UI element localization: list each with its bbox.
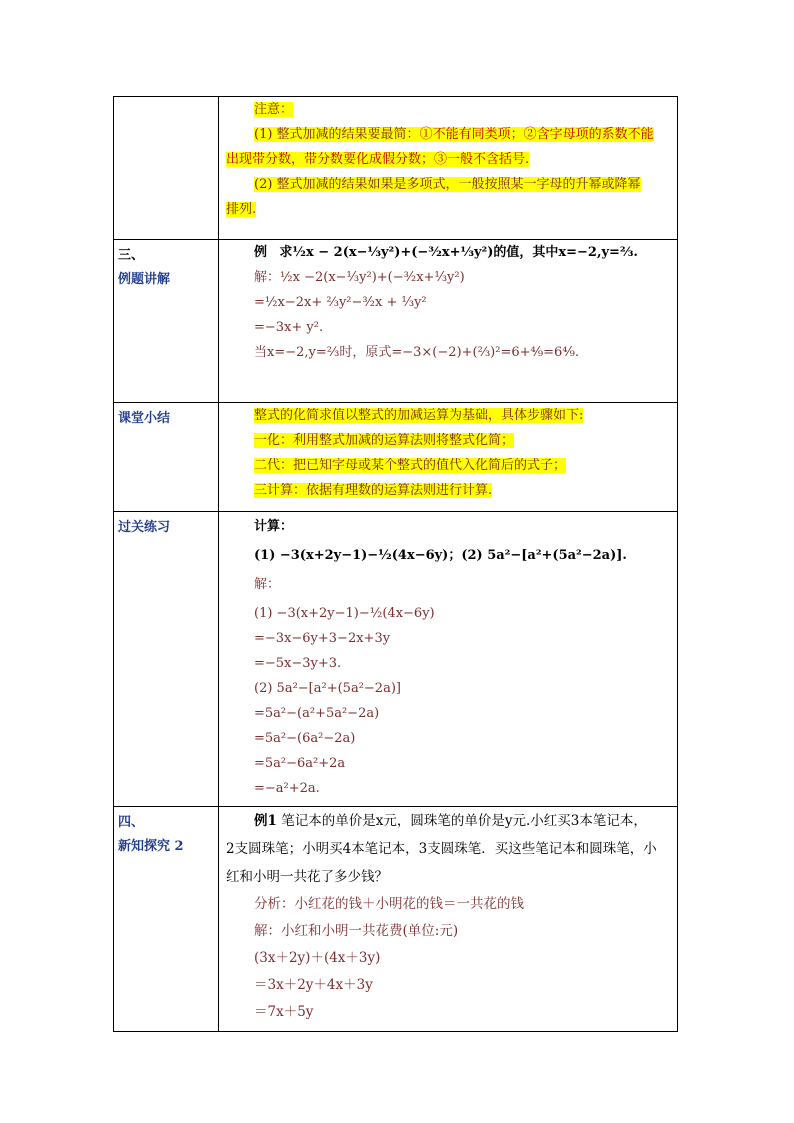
notes-row xyxy=(114,97,678,240)
practice-s4: (2) 5a²−[a²+(5a²−2a)] xyxy=(254,681,401,696)
explore-analysis: 分析：小红花的钱＋小明花的钱＝一共花的钱 xyxy=(254,896,524,912)
examples-cell xyxy=(219,240,678,403)
explore-label: 新知探究 2 xyxy=(118,839,184,854)
explore-cell xyxy=(219,807,678,1032)
explore-solve: 解：小红和小明一共花费(单位:元) xyxy=(254,923,459,939)
example-question: 求½x − 2(x−⅓y²)+(−³⁄₂x+⅓y²)的值，其中x=−2,y=⅔. xyxy=(279,245,638,260)
note-p2a: (2) 整式加减的结果如果是多项式，一般按照某一字母的升幂或降幂 xyxy=(254,177,641,192)
practice-row xyxy=(114,512,678,807)
practice-solve-label: 解： xyxy=(254,577,281,592)
example-line3: =−3x+ y². xyxy=(254,320,324,335)
practice-s7: =5a²−6a²+2a xyxy=(254,756,346,771)
note-p2b: 排列. xyxy=(226,202,257,217)
explore-intro: 例1 xyxy=(254,813,277,829)
practice-label-cell xyxy=(114,512,219,807)
example-line2: =½x−2x+ ⅔y²−³⁄₂x + ⅓y² xyxy=(254,295,427,310)
practice-s8: =−a²+2a. xyxy=(254,781,320,796)
explore-label-num: 四、 xyxy=(118,815,145,830)
practice-problem: (1) −3(x+2y−1)−½(4x−6y)；(2) 5a²−[a²+(5a²−2a)]. xyxy=(254,548,627,563)
example-intro: 例 xyxy=(254,245,268,260)
example-line4: 当x=−2,y=⅔时，原式=−3×(−2)+(⅔)²=6+⁴⁄₉=6⁴⁄₉. xyxy=(254,345,580,360)
explore-e3: ＝7x＋5y xyxy=(254,1004,314,1020)
summary-l2: 一化：利用整式加减的运算法则将整式化简； xyxy=(254,433,515,448)
note-p1b: ①不能有同类项；②含字母项的系数不能 xyxy=(419,127,654,142)
note-p1a: (1) 整式加减的结果要最简： xyxy=(254,127,420,142)
practice-title: 计算： xyxy=(254,519,294,534)
practice-s5: =5a²−(a²+5a²−2a) xyxy=(254,706,380,721)
example-solve-label: 解： xyxy=(254,270,281,285)
examples-row xyxy=(114,240,678,403)
practice-s1: (1) −3(x+2y−1)−½(4x−6y) xyxy=(254,606,435,621)
explore-q2: 2支圆珠笔；小明买4本笔记本，3支圆珠笔．买这些笔记本和圆珠笔，小 xyxy=(226,841,657,857)
example-line1: ½x −2(x−⅓y²)+(−³⁄₂x+⅓y²) xyxy=(280,270,465,285)
explore-q3: 红和小明一共花了多少钱？ xyxy=(226,869,388,885)
examples-label-num: 三、 xyxy=(118,248,145,263)
explore-e2: ＝3x＋2y＋4x＋3y xyxy=(254,977,373,993)
note-title: 注意： xyxy=(254,102,294,117)
notes-label-cell xyxy=(114,97,219,240)
summary-label: 课堂小结 xyxy=(118,411,171,426)
note-p1c: 出现带分数，带分数要化成假分数；③一般不含括号. xyxy=(226,152,530,167)
practice-s6: =5a²−(6a²−2a) xyxy=(254,731,356,746)
practice-s2: =−3x−6y+3−2x+3y xyxy=(254,631,391,646)
explore-row xyxy=(114,807,678,1032)
practice-cell xyxy=(219,512,678,807)
summary-l3: 二代：把已知字母或某个整式的值代入化简后的式子； xyxy=(254,458,567,473)
summary-l4: 三计算：依据有理数的运算法则进行计算. xyxy=(254,483,493,498)
explore-label-cell xyxy=(114,807,219,1032)
practice-label: 过关练习 xyxy=(118,520,171,535)
lesson-table xyxy=(113,96,678,1032)
explore-e1: (3x＋2y)＋(4x＋3y) xyxy=(254,950,381,966)
examples-label-cell xyxy=(114,240,219,403)
practice-s3: =−5x−3y+3. xyxy=(254,656,342,671)
summary-label-cell xyxy=(114,403,219,512)
summary-l1: 整式的化简求值以整式的加减运算为基础，具体步骤如下: xyxy=(254,408,584,423)
examples-label: 例题讲解 xyxy=(118,272,171,287)
summary-cell xyxy=(219,403,678,512)
notes-cell xyxy=(219,97,678,240)
explore-q1: 笔记本的单价是x元，圆珠笔的单价是y元.小红买3本笔记本， xyxy=(281,813,647,829)
summary-row xyxy=(114,403,678,512)
